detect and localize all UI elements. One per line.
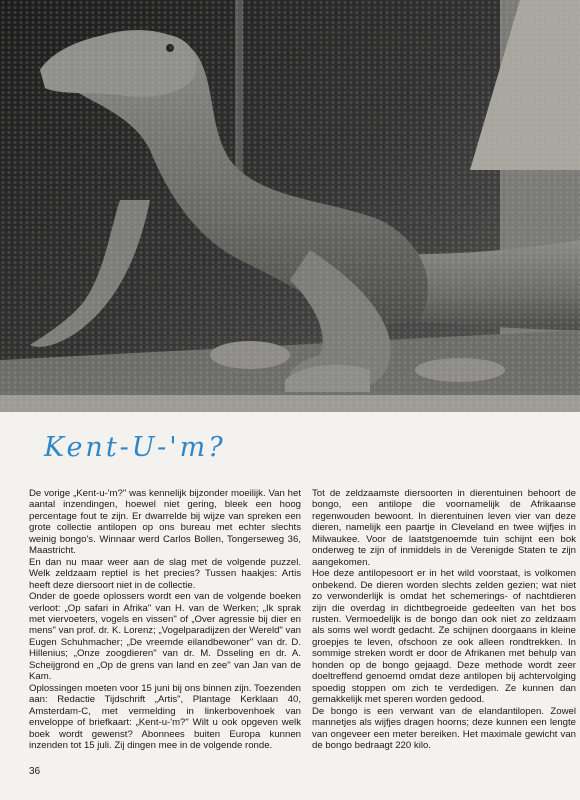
paragraph: Hoe deze antilopesoort er in het wild voorstaat, is volkomen onbekend. De dieren worden slechts zelden gezien; wat niet zo verwonderlijk is omdat het schemerings- of nachtdieren zijn die overdag in dichtbegroeide gedeelten van het bos rusten. Vermoedelijk is de bongo dan ook niet zo zeldzaam als soms wel wordt gedacht. Ze schijnen doorgaans in kleine groepjes te leven, ofschoon ze ook alleen rondtrekken. In sommige streken wordt er door de Afrikanen met behulp van honden op de bongo gejaagd. Deze methode wordt zeer doeltreffend genoemd omdat deze antilopen bij achtervolging spoedig stoppen om zich te verdedigen. Ze kunnen dan gemakkelijk met speren worden gedood. bbox=[312, 568, 576, 706]
article-column-right bbox=[312, 488, 576, 751]
paragraph: De vorige „Kent-u-'m?" was kennelijk bijzonder moeilijk. Van het aantal inzendingen, hoewel niet gering, bleek een hoog percentage fout te zijn. Er dwarrelde bij wijze van spreken een grote collectie antilopen op ons bureau met echter slechts weinig bongo's. Winnaar werd Carlos Bollen, Tongerseweg 36, Maastricht. bbox=[29, 488, 301, 557]
article-column-left bbox=[29, 488, 301, 751]
paragraph: En dan nu maar weer aan de slag met de volgende puzzel. Welk zeldzaam reptiel is het precies? Tussen haakjes: Artis heeft deze diersoort niet in de collectie. bbox=[29, 556, 301, 591]
paragraph: Oplossingen moeten voor 15 juni bij ons binnen zijn. Toezenden aan: Redactie Tijdschrift „Artis", Plantage Kerklaan 40, Amsterdam-C, met vermelding in linkerbovenhoek van enveloppe of briefkaart: „Kent-u-'m?" Wilt u ook opgeven welk boek wordt gewenst? Abonnees buiten Europa kunnen inzenden tot 15 juli. Zij dingen mee in de volgende ronde. bbox=[29, 682, 301, 751]
paragraph: Tot de zeldzaamste diersoorten in dierentuinen behoort de bongo, een antilope die voornamelijk de Afrikaanse regenwouden bewoont. In dierentuinen leven vier van deze dieren, namelijk een paartje in Cleveland en twee wijfjes in Milwaukee. Voor de laatstgenoemde tuin schijnt een bok onderweg te zijn of inmiddels in de Verenigde Staten te zijn aangekomen. bbox=[312, 488, 576, 568]
paragraph: De bongo is een verwant van de elandantilopen. Zowel mannetjes als wijfjes dragen hoorns; deze kunnen een lengte van ongeveer een meter bereiken. Het maximale gewicht van de bongo bedraagt 220 kilo. bbox=[312, 705, 576, 751]
paragraph: Onder de goede oplossers wordt een van de volgende boeken verloot: „Op safari in Afrika" van H. van de Werken; „Ik sprak met viervoeters, vogels en vissen" of „Over agressie bij dier en mens" van prof. dr. K. Lorenz; „Vogelparadijzen der Wereld" van Eugen Schuhmacher; „De vreemde eilandbewoner" van dr. D. Hillenius; „Onze zoogdieren" van dr. M. Dsseling en dr. A. Scheijgrond en „Op de grens van land en zee" van Jan van de Kam. bbox=[29, 591, 301, 683]
article-title: Kent-U-'m? bbox=[44, 432, 226, 463]
page-number: 36 bbox=[29, 766, 41, 777]
